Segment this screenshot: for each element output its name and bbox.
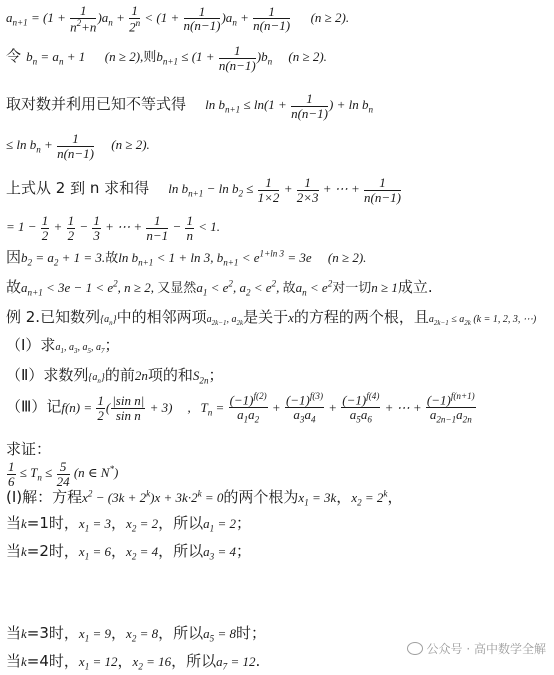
- prove-line: [6, 438, 51, 459]
- label-semi-1: ；: [236, 514, 252, 532]
- ineq-line-4: ≤ $\ln b_n$ + $\frac{1}{n(n-1)}$ (n ≥ 2).: [6, 131, 150, 161]
- solution-line: (Ⅰ)解：方程$x^2 - (3k + 2^k)x + 3k\cdot 2^k = 0$的两个根为$x_1 = 3k$，$x_2 = 2^k$，: [6, 488, 403, 508]
- label-sol-a: (Ⅰ)解：方程: [6, 488, 83, 506]
- label-dang-1: 当: [6, 514, 22, 532]
- label-shi-3: 时；: [236, 624, 267, 642]
- label-dang-2: 当: [6, 542, 22, 560]
- ling-line: 令 $b_n = a_n + 1$ (n ≥ 2),则$b_{n+1} \le (1$ + $\frac{1}{n(n-1)}$ )$b_n$ (n ≥ 2).: [6, 43, 327, 73]
- label-gu: 故: [6, 278, 22, 296]
- label-take-log: 取对数并利用已知不等式得: [6, 95, 187, 114]
- k1-line: 当k=1时，$x_1 = 3$，$x_2 = 2$，所以$a_1 = 2$；: [6, 514, 252, 534]
- wechat-icon: [407, 642, 423, 655]
- k2-line: 当k=2时，$x_1 = 6$，$x_2 = 4$，所以$a_3 = 4$；: [6, 542, 252, 562]
- question-1-line: （Ⅰ）求$a_1$, $a_3$, $a_5$, $a_7$；: [6, 336, 120, 355]
- label-chengli: 成立.: [397, 278, 433, 296]
- label-sol-b: 的两个根为: [223, 488, 299, 506]
- label-prove: 求证：: [6, 440, 52, 458]
- watermark-text: 公众号 · 高中数学全解: [426, 642, 546, 656]
- label-q1-semi: ；: [104, 336, 120, 354]
- label-ex2-intro: 例 2.已知数列: [6, 308, 101, 326]
- label-suoyi-1: ，所以: [158, 514, 204, 532]
- ineq-line-1: $a_{n+1} = (1$ + $\frac{1}{n^2+n}$ )$a_n$ + $\frac{1}{2^n}$ < (1 + $\frac{1}{n(n-1)}$ )$a_n$ + $\frac{1}{n(n-1)}$ (n ≥ 2).: [6, 3, 350, 34]
- prove-ineq: $\frac{1}{6}$ ≤ $T_n$ ≤ $\frac{5}{24}$ (n ∈ N*): [8, 459, 119, 489]
- label-dang-3: 当: [6, 624, 22, 642]
- label-dang-4: 当: [6, 652, 22, 670]
- watermark: [407, 640, 546, 657]
- sum-line: 上式从 2 到 n 求和得 $\ln b_{n+1} - \ln b_2$ ≤ $\frac{1}{1\times 2}$ + $\frac{1}{2\times 3}$ + ⋯ + $\frac{1}{n(n-1)}$: [6, 175, 401, 205]
- label-yin: 因: [6, 248, 22, 266]
- label-q3: （Ⅲ）记: [6, 397, 62, 416]
- gu-line: 故$a_{n+1} < 3e - 1 < e^2$, n ≥ 2, 又显然$a_1 < e^2$, $a_2 < e^2$, 故$a_n < e^2$对一切n ≥ 1成立.: [6, 278, 433, 298]
- label-ex2-roots: 是关于: [243, 308, 289, 326]
- sum-result-line: = 1 − $\frac{1}{2}$ + $\frac{1}{2}$ − $\frac{1}{3}$ + ⋯ + $\frac{1}{n-1}$ − $\frac{1}{n}$ < 1.: [6, 213, 220, 243]
- label-suoyi-3: ，所以: [158, 624, 204, 642]
- question-3-line: （Ⅲ）记f(n) = $\frac{1}{2}$ ( $\frac{\text{|sin n|}}{\text{sin n}}$ + 3) , $T_n$ = $\frac{(-1)^{f(2)}}{a_1a_2}$ + $\frac{(-1)^{f(3)}}{a_3a_4}$ + $\frac{(-1)^{f(4)}}{a_5a_6}$ + ⋯ + $\frac{(-1)^{f(n+1)}}{a_{2n-1}a_{2n}}$: [6, 391, 475, 425]
- label-ling: 令: [6, 47, 22, 66]
- label-q2: （Ⅱ）求数列: [6, 366, 89, 384]
- label-k4: =4时，: [26, 652, 79, 670]
- label-suoyi-4: ，所以: [171, 652, 217, 670]
- k4-line: 当k=4时，$x_1 = 12$，$x_2 = 16$，所以$a_7 = 12$.: [6, 652, 261, 672]
- example-2-line: 例 2.已知数列$\{a_n\}$中的相邻两项$a_{2k-1}$, $a_{2k}$是关于x的方程的两个根，且$a_{2k-1} \le a_{2k}$ (k = 1, 2, 3, ⋯): [6, 308, 537, 327]
- label-k1: =1时，: [26, 514, 79, 532]
- take-log-line: 取对数并利用已知不等式得 $\ln b_{n+1} \le \ln(1$ + $\frac{1}{n(n-1)}$ ) + $\ln b_n$: [6, 91, 374, 121]
- label-q2-b: 的前: [104, 366, 135, 384]
- label-sum-from: 上式从 2 到 n 求和得: [6, 179, 150, 198]
- yin-line: 因$b_2 = a_2 + 1 = 3$.故$\ln b_{n+1} < 1 + \ln 3$, $b_{n+1} < e^{1+ln 3} = 3e$ (n ≥ 2).: [6, 248, 367, 268]
- label-suoyi-2: ，所以: [158, 542, 204, 560]
- label-q2-semi: ；: [208, 366, 224, 384]
- question-2-line: （Ⅱ）求数列$\{a_n\}$的前2n项的和$S_{2n}$；: [6, 366, 224, 386]
- label-q2-c: 项的和: [147, 366, 193, 384]
- label-q1: （Ⅰ）求: [6, 336, 56, 354]
- label-period-4: .: [255, 652, 261, 670]
- label-ex2-eq: 的方程的两个根，且: [293, 308, 429, 326]
- label-k2: =2时，: [26, 542, 79, 560]
- label-k3: =3时，: [26, 624, 79, 642]
- label-semi-2: ；: [236, 542, 252, 560]
- label-ex2-mid: 中的相邻两项: [116, 308, 207, 326]
- k3-line: 当k=3时，$x_1 = 9$，$x_2 = 8$，所以$a_5 = 8$时；: [6, 624, 267, 644]
